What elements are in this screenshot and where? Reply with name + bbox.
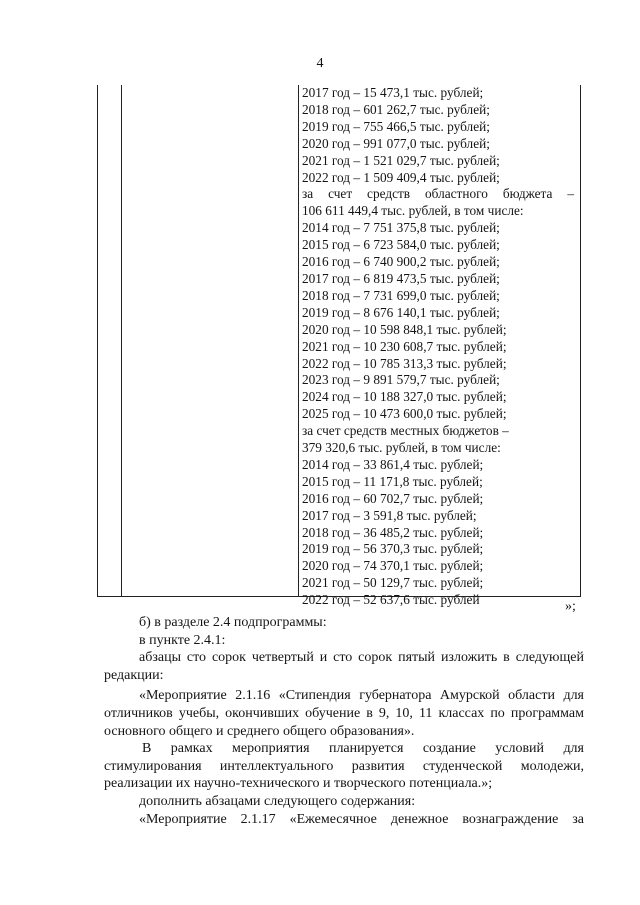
- table-line: 2021 год – 50 129,7 тыс. рублей;: [302, 575, 484, 591]
- table-line: 2022 год – 1 509 409,4 тыс. рублей;: [302, 169, 500, 185]
- paragraph-supplement: дополнить абзацами следующего содержания:: [139, 793, 416, 809]
- page-number: 4: [316, 56, 324, 71]
- table-line: 2020 год – 10 598 848,1 тыс. рублей;: [302, 321, 507, 337]
- table-line: 2014 год – 33 861,4 тыс. рублей;: [302, 456, 484, 472]
- table-line: 2022 год – 10 785 313,3 тыс. рублей;: [302, 355, 507, 371]
- table-line: 2018 год – 7 731 699,0 тыс. рублей;: [302, 287, 500, 303]
- table-line: 2017 год – 6 819 473,5 тыс. рублей;: [302, 270, 500, 286]
- table-line: 2016 год – 6 740 900,2 тыс. рублей;: [302, 254, 500, 270]
- column-divider-2: [298, 85, 299, 596]
- table-line: 2024 год – 10 188 327,0 тыс. рублей;: [302, 389, 507, 405]
- paragraph-section-ref: б) в разделе 2.4 подпрограммы:: [139, 615, 327, 630]
- table-line: 2020 год – 991 077,0 тыс. рублей;: [302, 135, 490, 151]
- table-line: 2014 год – 7 751 375,8 тыс. рублей;: [302, 220, 500, 236]
- paragraph-measure-2-1-16: «Мероприятие 2.1.16 «Стипендия губернатора Амурской области для отличников учебы, окончивших обучение в 9, 10, 11 классах по программам основного общего и среднего общего образования».: [104, 688, 584, 739]
- paragraph-instruction-line2: редакции:: [104, 667, 164, 683]
- table-line: 379 320,6 тыс. рублей, в том числе:: [302, 440, 501, 456]
- table-line: 2019 год – 8 676 140,1 тыс. рублей;: [302, 304, 500, 320]
- table-line: за счет средств областного бюджета –: [302, 186, 574, 202]
- table-line: 2025 год – 10 473 600,0 тыс. рублей;: [302, 406, 507, 422]
- funding-cell: [302, 85, 574, 609]
- table-line: 2016 год – 60 702,7 тыс. рублей;: [302, 490, 484, 506]
- table-line: 2023 год – 9 891 579,7 тыс. рублей;: [302, 372, 500, 388]
- table-line: 2022 год – 52 637,6 тыс. рублей: [302, 592, 480, 608]
- table-line: 2021 год – 10 230 608,7 тыс. рублей;: [302, 338, 507, 354]
- paragraph-measure-description: В рамках мероприятия планируется создание условий для стимулирования интеллектуального развития студенческой молодежи, реализации их научно-технического и творческого потенциала.»;: [104, 741, 584, 792]
- table-line: 2015 год – 11 171,8 тыс. рублей;: [302, 473, 483, 489]
- table-line: 2015 год – 6 723 584,0 тыс. рублей;: [302, 237, 500, 253]
- table-line: 2018 год – 601 262,7 тыс. рублей;: [302, 101, 490, 117]
- table-line: 2020 год – 74 370,1 тыс. рублей;: [302, 558, 484, 574]
- table-line: 2019 год – 755 466,5 тыс. рублей;: [302, 118, 490, 134]
- table-line: 106 611 449,4 тыс. рублей, в том числе:: [302, 203, 524, 219]
- column-divider-1: [121, 85, 122, 596]
- table-line: 2018 год – 36 485,2 тыс. рублей;: [302, 524, 484, 540]
- table-line: 2017 год – 15 473,1 тыс. рублей;: [302, 85, 484, 100]
- table-line: 2017 год – 3 591,8 тыс. рублей;: [302, 507, 477, 523]
- table-line: 2019 год – 56 370,3 тыс. рублей;: [302, 541, 484, 557]
- table-line: 2021 год – 1 521 029,7 тыс. рублей;: [302, 152, 500, 168]
- closing-quote-mark: »;: [565, 599, 576, 614]
- paragraph-measure-2-1-17: «Мероприятие 2.1.17 «Ежемесячное денежное вознаграждение за: [139, 811, 584, 827]
- amendment-text: [104, 614, 584, 828]
- paragraph-instruction-line1: абзацы сто сорок четвертый и сто сорок пятый изложить в следующей: [139, 650, 584, 666]
- table-line: за счет средств местных бюджетов –: [302, 423, 509, 439]
- paragraph-point-ref: в пункте 2.4.1:: [139, 632, 226, 648]
- funding-table: [97, 85, 581, 608]
